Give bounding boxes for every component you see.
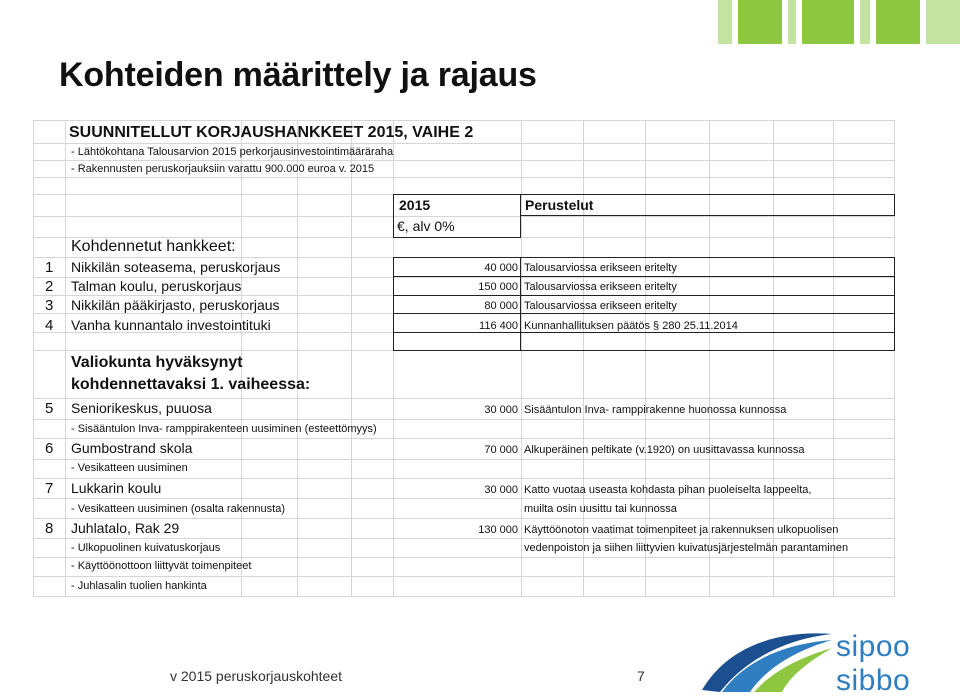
row7-reason: Katto vuotaa useasta kohdasta pihan puoleiselta lappeelta, xyxy=(524,484,812,496)
row2-name: Talman koulu, peruskorjaus xyxy=(71,278,242,294)
row6-sub-1: - Vesikatteen uusiminen xyxy=(71,462,188,474)
row8-no: 8 xyxy=(45,520,54,537)
row1-no: 1 xyxy=(45,259,54,276)
row3-no: 3 xyxy=(45,297,54,314)
col-header-year: 2015 xyxy=(399,197,431,213)
row7-no: 7 xyxy=(45,480,54,497)
row5-sub-1: - Sisääntulon Inva- ramppirakenteen uusiminen (esteettömyys) xyxy=(71,423,377,435)
row6-no: 6 xyxy=(45,440,54,457)
section2-label-2: kohdennettavaksi 1. vaiheessa: xyxy=(71,376,311,393)
slide-title: Kohteiden määrittely ja rajaus xyxy=(59,56,537,94)
col-header-reason: Perustelut xyxy=(525,197,594,213)
row2-amount: 150 000 xyxy=(478,281,518,293)
row3-amount: 80 000 xyxy=(484,300,518,312)
decor-bar-2 xyxy=(738,0,782,44)
row7-name: Lukkarin koulu xyxy=(71,480,162,496)
row4-amount: 116 400 xyxy=(479,320,518,332)
footer-text: v 2015 peruskorjauskohteet xyxy=(170,668,342,684)
section2-label-1: Valiokunta hyväksynyt xyxy=(71,354,243,371)
decor-bar-6 xyxy=(876,0,920,44)
row7-amount: 30 000 xyxy=(484,484,518,496)
page-number: 7 xyxy=(637,668,645,684)
row3-name: Nikkilän pääkirjasto, peruskorjaus xyxy=(71,297,280,313)
sheet-heading: SUUNNITELLUT KORJAUSHANKKEET 2015, VAIHE 2 xyxy=(69,124,474,141)
row5-amount: 30 000 xyxy=(484,404,518,416)
row8-reason: Käyttöönoton vaatimat toimenpiteet ja rakennuksen ulkopuolisen xyxy=(524,524,839,536)
decor-bar-7 xyxy=(926,0,960,44)
row4-no: 4 xyxy=(45,317,54,334)
row8-name: Juhlatalo, Rak 29 xyxy=(71,520,180,536)
row7-sub-1: - Vesikatteen uusiminen (osalta rakennusta) xyxy=(71,503,286,515)
col-header-unit: €, alv 0% xyxy=(397,218,455,234)
row5-reason: Sisääntulon Inva- ramppirakenne huonossa kunnossa xyxy=(524,404,787,416)
section1-label: Kohdennetut hankkeet: xyxy=(71,238,236,255)
row6-reason: Alkuperäinen peltikate (v.1920) on uusittavassa kunnossa xyxy=(524,444,805,456)
decor-bar-5 xyxy=(860,0,870,44)
row6-amount: 70 000 xyxy=(484,444,518,456)
row4-reason: Kunnanhallituksen päätös § 280 25.11.2014 xyxy=(524,320,738,332)
row1-reason: Talousarviossa erikseen eritelty xyxy=(524,262,677,274)
row5-no: 5 xyxy=(45,400,54,417)
row8-sub-3: - Juhlasalin tuolien hankinta xyxy=(71,580,207,592)
row8-amount: 130 000 xyxy=(478,524,518,536)
note-2: - Rakennusten peruskorjauksiin varattu 900.000 euroa v. 2015 xyxy=(71,163,375,175)
decor-bar-1 xyxy=(718,0,732,44)
row3-reason: Talousarviossa erikseen eritelty xyxy=(524,300,677,312)
row8-sub-1: - Ulkopuolinen kuivatuskorjaus xyxy=(71,542,221,554)
decor-bar-4 xyxy=(802,0,854,44)
spreadsheet xyxy=(33,120,895,597)
row5-name: Seniorikeskus, puuosa xyxy=(71,400,212,416)
logo-text-sipoo: sipoo xyxy=(836,630,911,663)
sipoo-logo-swoosh-icon xyxy=(698,626,838,696)
decor-bar-3 xyxy=(788,0,796,44)
row8-reason-2: vedenpoiston ja siihen liittyvien kuivatusjärjestelmän parantaminen xyxy=(524,542,849,554)
row6-name: Gumbostrand skola xyxy=(71,440,193,456)
row7-reason-2: muilta osin uusittu tai kunnossa xyxy=(524,503,677,515)
row1-amount: 40 000 xyxy=(484,262,518,274)
note-1: - Lähtökohtana Talousarvion 2015 perkorjausinvestointimääräraha xyxy=(71,146,394,158)
row2-no: 2 xyxy=(45,278,54,295)
row2-reason: Talousarviossa erikseen eritelty xyxy=(524,281,677,293)
row1-name: Nikkilän soteasema, peruskorjaus xyxy=(71,259,281,275)
row8-sub-2: - Käyttöönottoon liittyvät toimenpiteet xyxy=(71,560,252,572)
row4-name: Vanha kunnantalo investointituki xyxy=(71,317,271,333)
logo-text-sibbo: sibbo xyxy=(836,664,911,697)
